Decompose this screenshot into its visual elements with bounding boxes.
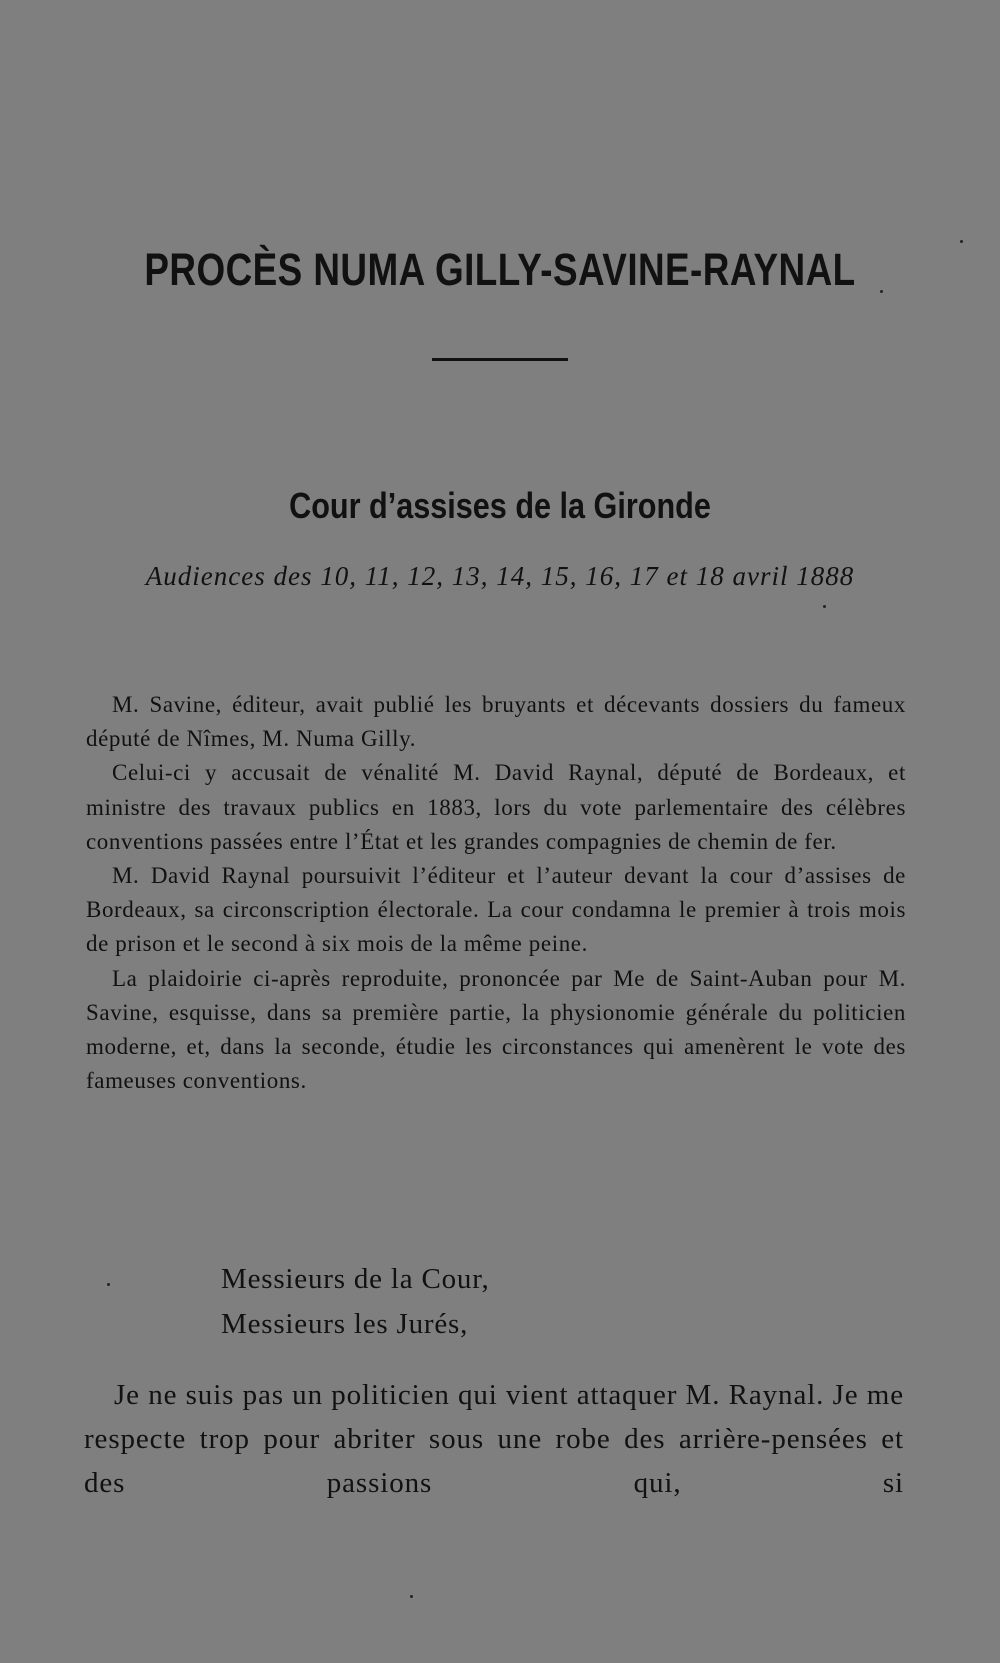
hearing-dates: Audiences des 10, 11, 12, 13, 14, 15, 16, 17 et 18 avril 1888	[145, 561, 855, 591]
speech-paragraph: Je ne suis pas un politicien qui vient attaquer M. Raynal. Je me respecte trop pour abriter sous une robe des arrière-pensées et des passions qui, si	[84, 1379, 904, 1499]
intro-paragraph: Celui-ci y accusait de vénalité M. David Raynal, député de Bordeaux, et ministre des travaux publics en 1883, lors du vote parlementaire des célèbres conventions passées entre l’État et les grandes compagnies de chemin de fer.	[86, 760, 906, 854]
scan-speck	[823, 605, 826, 608]
salutation	[221, 1257, 490, 1347]
intro-paragraph: La plaidoirie ci-après reproduite, prononcée par Me de Saint-Auban pour M. Savine, esquisse, dans sa première partie, la physionomie générale du politicien moderne, et, dans la seconde, étudie les circonstances qui amenèrent le vote des fameuses conventions.	[86, 965, 906, 1094]
document-title: PROCÈS NUMA GILLY-SAVINE-RAYNAL	[144, 244, 856, 295]
title-divider-rule	[432, 358, 568, 361]
intro-paragraph: M. David Raynal poursuivit l’éditeur et l’auteur devant la cour d’assises de Bordeaux, sa circonscription électorale. La cour condamna le premier à trois mois de prison et le second à six mois de la même peine.	[86, 863, 906, 957]
court-heading: Cour d’assises de la Gironde	[289, 485, 711, 526]
scan-speck	[960, 240, 963, 243]
salutation-line: Messieurs les Jurés,	[221, 1308, 469, 1340]
scan-speck	[410, 1595, 413, 1598]
speech-text	[84, 1373, 904, 1505]
intro-paragraph: M. Savine, éditeur, avait publié les bruyants et décevants dossiers du fameux député de Nîmes, M. Numa Gilly.	[86, 692, 906, 752]
salutation-line: Messieurs de la Cour,	[221, 1263, 490, 1295]
scan-speck	[107, 1283, 110, 1286]
introduction	[86, 688, 906, 1098]
scan-speck	[880, 290, 883, 293]
